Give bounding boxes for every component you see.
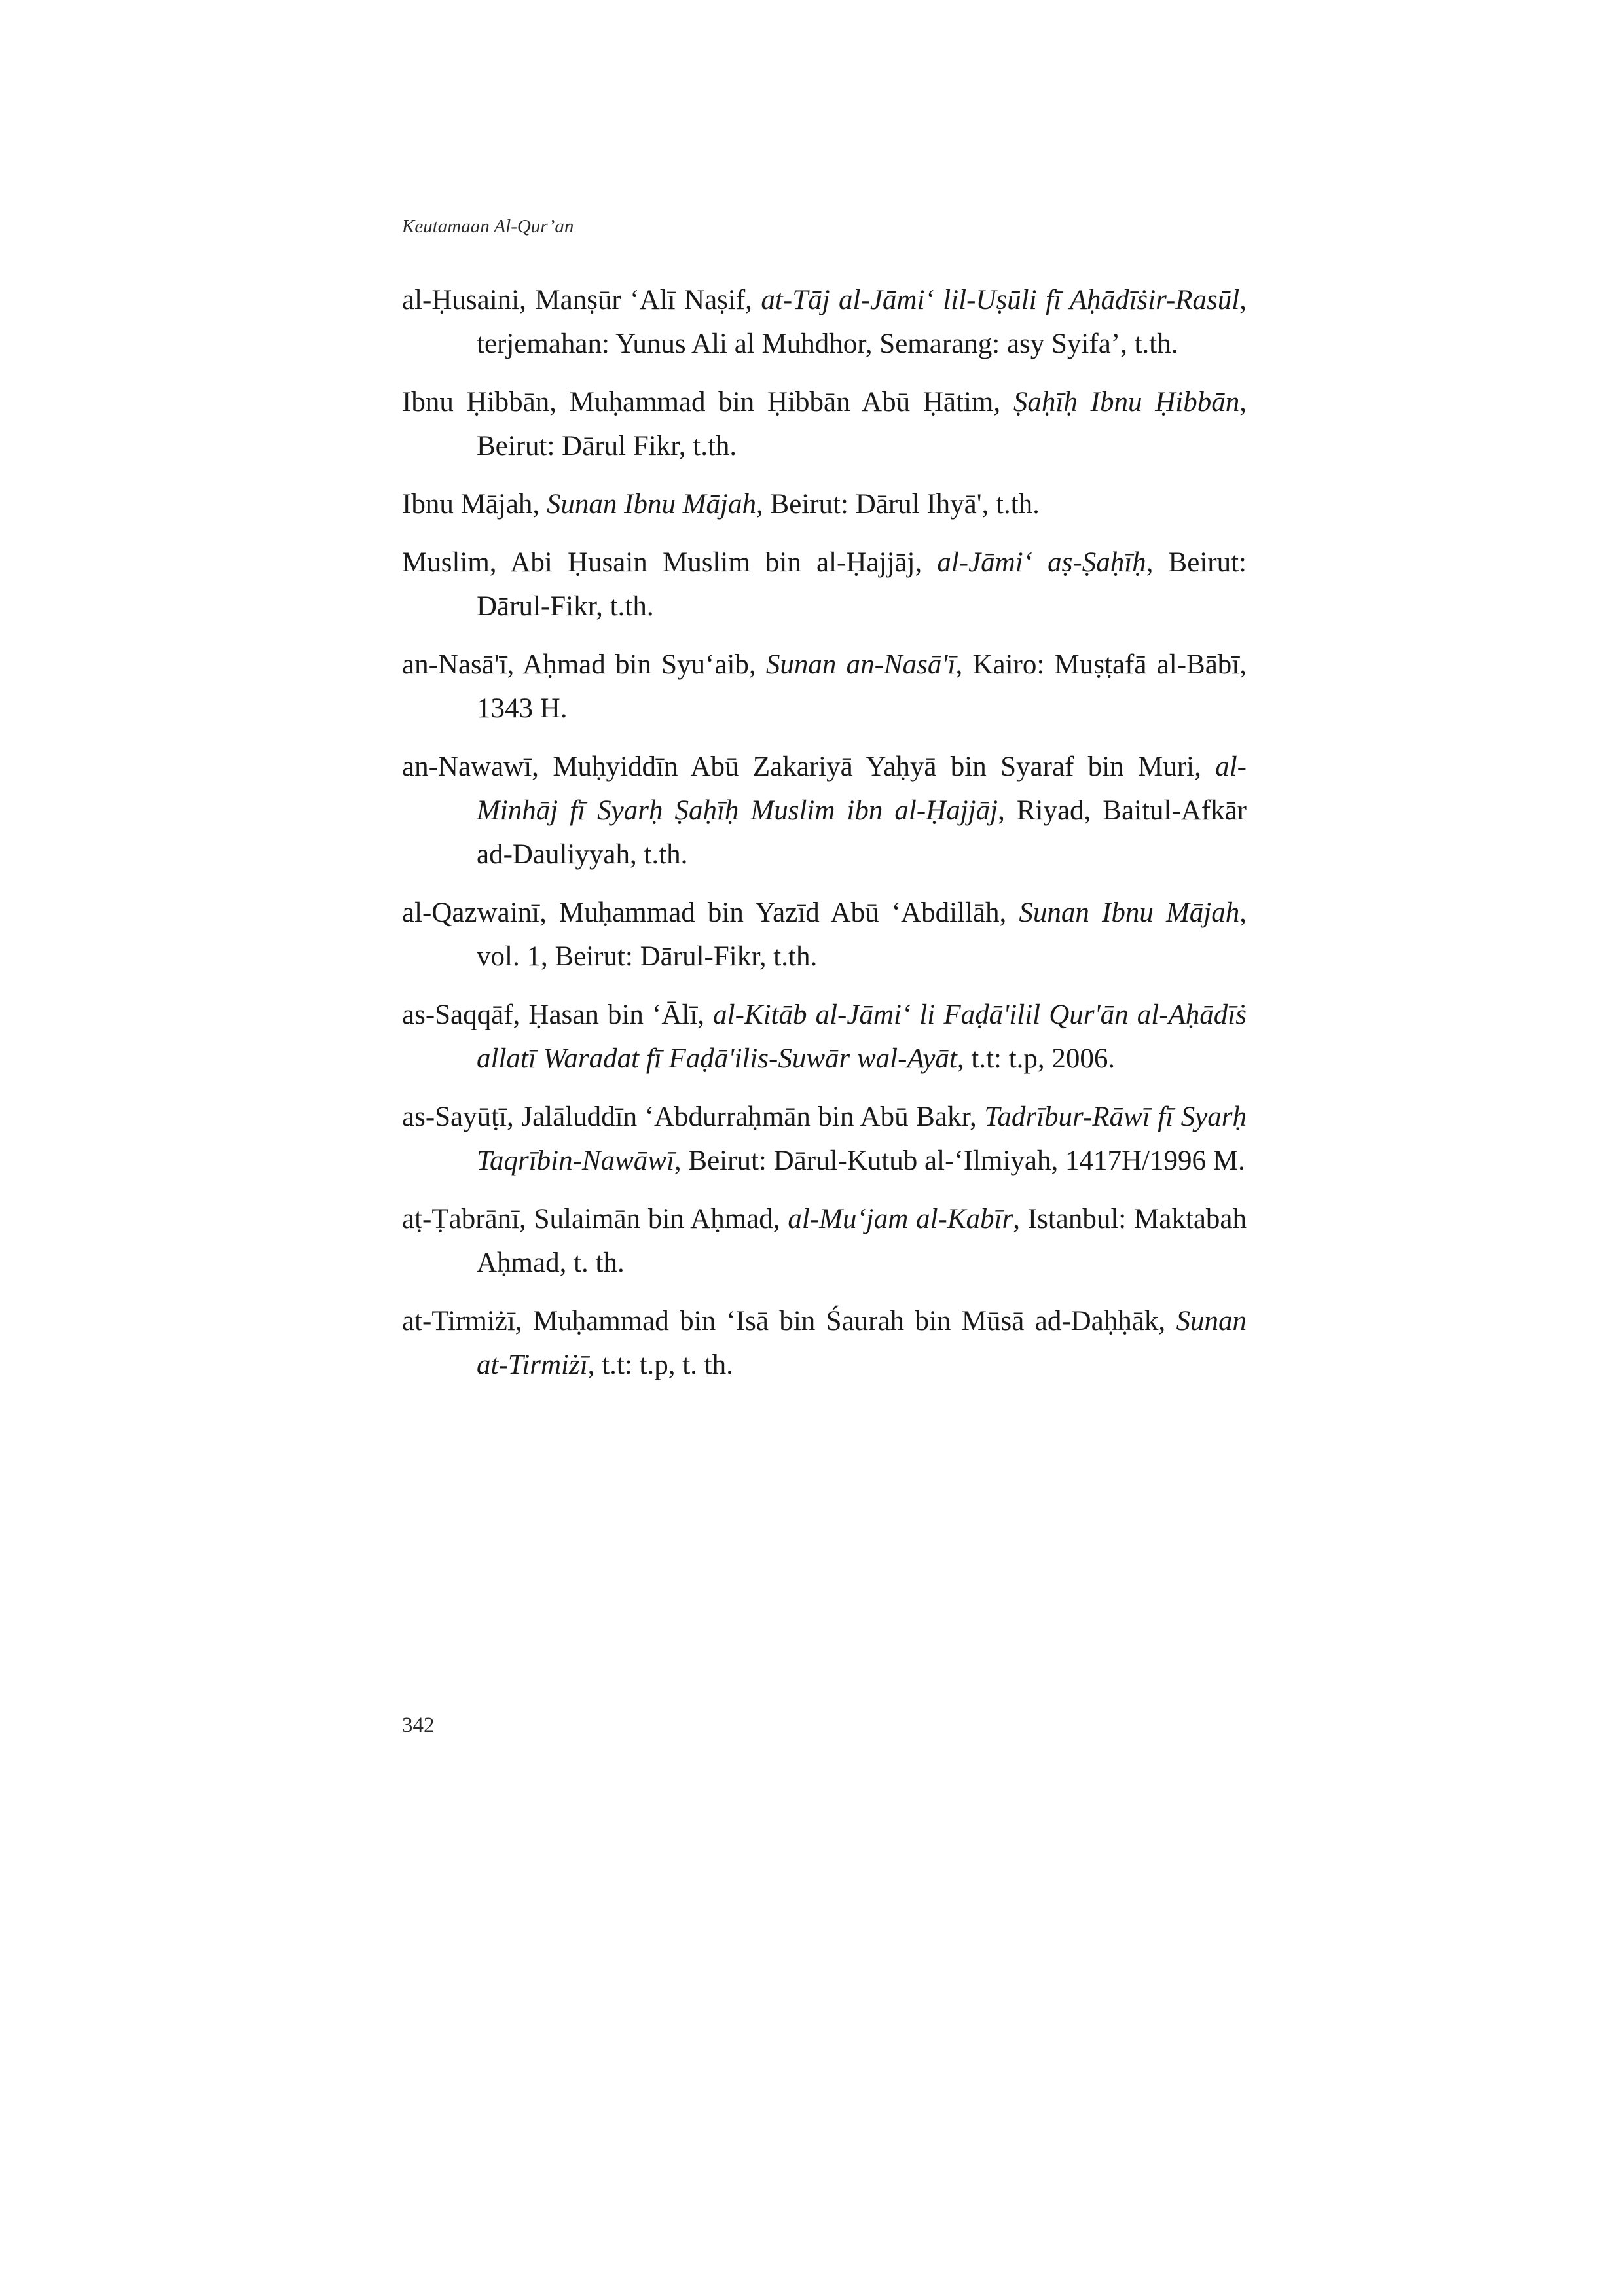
entry-author: an-Nasā'ī, Aḥmad bin Syu‘aib, — [402, 649, 766, 680]
bibliography-entry — [402, 541, 1247, 628]
entry-author: Muslim, Abi Ḥusain Muslim bin al-Ḥajjāj, — [402, 547, 938, 578]
entry-publication: , vol. 1, Beirut: Dārul-Fikr, t.th. — [477, 897, 1247, 972]
entry-title: Sunan Ibnu Mājah — [1019, 897, 1240, 928]
entry-author: Ibnu Ḥibbān, Muḥammad bin Ḥibbān Abū Ḥātim, — [402, 387, 1013, 418]
entry-author: Ibnu Mājah, — [402, 489, 547, 520]
entry-author: at-Tirmiżī, Muḥammad bin ‘Isā bin Śaurah bin Mūsā ad-Daḥḥāk, — [402, 1306, 1176, 1336]
entry-publication: , terjemahan: Yunus Ali al Muhdhor, Semarang: asy Syifa’, t.th. — [477, 285, 1247, 359]
entry-author: al-Ḥusaini, Manṣūr ‘Alī Naṣif, — [402, 285, 761, 315]
entry-publication: , Istanbul: Maktabah Aḥmad, t. th. — [477, 1204, 1247, 1278]
entry-publication: , Kairo: Muṣṭafā al-Bābī, 1343 H. — [477, 649, 1247, 724]
entry-author: as-Sayūṭī, Jalāluddīn ‘Abdurraḥmān bin Abū Bakr, — [402, 1102, 985, 1132]
entry-publication: , Beirut: Dārul-Kutub al-‘Ilmiyah, 1417H/1996 M. — [674, 1145, 1245, 1176]
bibliography-list — [402, 278, 1247, 1401]
bibliography-entry — [402, 993, 1247, 1081]
entry-author: al-Qazwainī, Muḥammad bin Yazīd Abū ‘Abdillāh, — [402, 897, 1019, 928]
entry-author: as-Saqqāf, Ḥasan bin ‘Ālī, — [402, 999, 714, 1030]
bibliography-entry — [402, 1197, 1247, 1285]
running-head: Keutamaan Al-Qur’an — [402, 216, 574, 237]
bibliography-entry — [402, 1299, 1247, 1387]
entry-title: Tadrībur-Rāwī fī Syarḥ Taqrībin-Nawāwī — [477, 1102, 1247, 1176]
bibliography-entry — [402, 380, 1247, 468]
entry-author: an-Nawawī, Muḥyiddīn Abū Zakariyā Yaḥyā bin Syaraf bin Muri, — [402, 751, 1216, 782]
entry-publication: , Beirut: Dārul-Fikr, t.th. — [477, 547, 1247, 622]
entry-publication: , t.t: t.p, t. th. — [587, 1350, 733, 1380]
bibliography-entry — [402, 278, 1247, 366]
bibliography-entry — [402, 643, 1247, 730]
entry-title: al-Mu‘jam al-Kabīr — [788, 1204, 1013, 1234]
entry-publication: , t.t: t.p, 2006. — [957, 1043, 1116, 1074]
entry-title: al-Minhāj fī Syarḥ Ṣaḥīḥ Muslim ibn al-Ḥajjāj — [477, 751, 1247, 826]
entry-title: at-Tāj al-Jāmi‘ lil-Uṣūli fī Aḥādīṡir-Rasūl — [761, 285, 1240, 315]
entry-title: Sunan Ibnu Mājah — [546, 489, 757, 520]
entry-author: aṭ-Ṭabrānī, Sulaimān bin Aḥmad, — [402, 1204, 788, 1234]
page-number: 342 — [402, 1713, 435, 1737]
bibliography-entry — [402, 891, 1247, 978]
entry-title: Ṣaḥīḥ Ibnu Ḥibbān — [1013, 387, 1240, 418]
bibliography-entry — [402, 1095, 1247, 1183]
entry-title: al-Kitāb al-Jāmi‘ li Faḍā'ilil Qur'ān al-Aḥādīṡ allatī Waradat fī Faḍā'ilis-Suwār wal-Ayāt — [477, 999, 1247, 1074]
entry-title: al-Jāmi‘ aṣ-Ṣaḥīḥ — [937, 547, 1146, 578]
entry-title: Sunan an-Nasā'ī — [765, 649, 956, 680]
bibliography-entry — [402, 482, 1247, 526]
bibliography-entry — [402, 745, 1247, 876]
entry-publication: , Riyad, Baitul-Afkār ad-Dauliyyah, t.th. — [477, 795, 1247, 870]
entry-title: Sunan at-Tirmiżī — [477, 1306, 1247, 1380]
entry-publication: , Beirut: Dārul Ihyā', t.th. — [756, 489, 1040, 520]
entry-publication: , Beirut: Dārul Fikr, t.th. — [477, 387, 1247, 461]
